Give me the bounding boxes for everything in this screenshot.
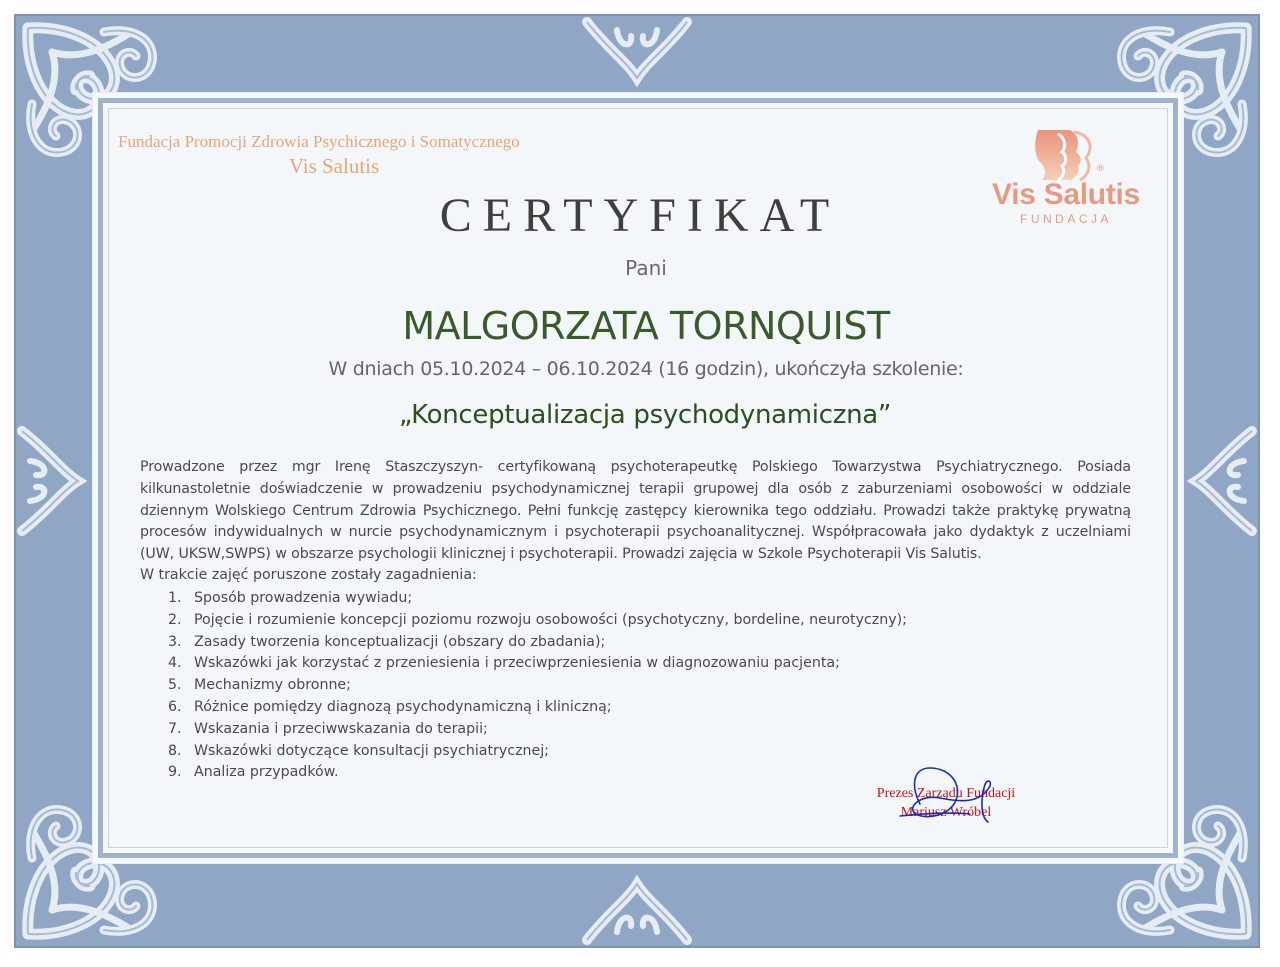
recipient-name: MALGORZATA TORNQUIST bbox=[402, 304, 890, 348]
list-item bbox=[140, 588, 1040, 610]
list-item-text: Wskazania i przeciwwskazania do terapii; bbox=[194, 720, 488, 737]
logo-brand-subtitle: FUNDACJA bbox=[1019, 212, 1112, 226]
signature-role: Prezes Zarządu Fundacji bbox=[876, 786, 1016, 801]
signature-name: Mariusz Wróbel bbox=[900, 805, 992, 820]
course-title: „Konceptualizacja psychodynamiczna” bbox=[398, 400, 892, 430]
organization-subname: Vis Salutis bbox=[288, 154, 380, 178]
list-item-text: Mechanizmy obronne; bbox=[194, 677, 351, 694]
list-item bbox=[140, 719, 1040, 741]
certificate-title: CERTYFIKAT bbox=[439, 189, 841, 242]
organization-header bbox=[118, 132, 550, 179]
list-item-text: Wskazówki dotyczące konsultacji psychiatrycznej; bbox=[194, 742, 549, 759]
list-item bbox=[140, 632, 1040, 654]
list-item-number: 4. bbox=[168, 655, 182, 672]
list-item-number: 6. bbox=[168, 698, 182, 715]
training-dates: W dniach 05.10.2024 – 06.10.2024 (16 godzin), ukończyła szkolenie: bbox=[328, 358, 964, 380]
registered-mark: ® bbox=[1096, 164, 1105, 174]
course-description: Prowadzone przez mgr Irenę Staszczyszyn- certyfikowaną psychoterapeutkę Polskiego Towarzystwa Psychiatrycznego. Posiada kilkunastoletnie doświadczenie w prowadzeniu psychodynamicznej terapii grupowej dla osób z zaburzeniami osobowości w oddziale dziennym Wolskiego Centrum Zdrowia Psychicznego. Pełni funkcję zastępcy kierownika tego oddziału. Prowadzi także praktykę prywatną procesów indywidualnych w nurcie psychodynamicznym i psychoterapii psychoanalitycznej. Współpracowała jako dydaktyk z uczelniami (UW, UKSW,SWPS) w obszarze psychologii klinicznej i psychoterapii. Prowadzi zajęcia w Szkole Psychoterapii Vis Salutis. bbox=[140, 459, 1131, 563]
list-item-text: Zasady tworzenia konceptualizacji (obszary do zbadania); bbox=[194, 633, 606, 650]
list-item-number: 1. bbox=[168, 590, 182, 606]
list-item-number: 8. bbox=[168, 742, 182, 759]
list-item bbox=[140, 741, 1040, 763]
topics-intro: W trakcie zajęć poruszone zostały zagadnienia: bbox=[140, 567, 477, 583]
list-item bbox=[140, 610, 1040, 632]
topics-list bbox=[140, 588, 1040, 784]
list-item-text: Analiza przypadków. bbox=[194, 764, 339, 781]
list-item-number: 3. bbox=[168, 633, 182, 650]
list-item-text: Pojęcie i rozumienie koncepcji poziomu rozwoju osobowości (psychotyczny, bordeline, neurotyczny); bbox=[194, 611, 907, 628]
list-item-number: 2. bbox=[168, 611, 182, 628]
list-item bbox=[140, 653, 1040, 675]
list-item bbox=[140, 697, 1040, 719]
list-item bbox=[140, 675, 1040, 697]
list-item-number: 5. bbox=[168, 677, 182, 694]
list-item-text: Różnice pomiędzy diagnozą psychodynamiczną i kliniczną; bbox=[194, 698, 612, 715]
list-item-number: 9. bbox=[168, 764, 182, 781]
list-item-text: Sposób prowadzenia wywiadu; bbox=[194, 590, 413, 606]
logo-brand-name: Vis Salutis bbox=[992, 178, 1140, 211]
list-item-number: 7. bbox=[168, 720, 182, 737]
organization-name: Fundacja Promocji Zdrowia Psychicznego i Somatycznego bbox=[118, 132, 520, 151]
list-item-text: Wskazówki jak korzystać z przeniesienia i przeciwprzeniesienia w diagnozowaniu pacjenta; bbox=[194, 655, 840, 672]
salutation: Pani bbox=[625, 256, 667, 280]
handwritten-signature bbox=[880, 764, 1030, 826]
head-silhouette-icon bbox=[978, 126, 1154, 182]
